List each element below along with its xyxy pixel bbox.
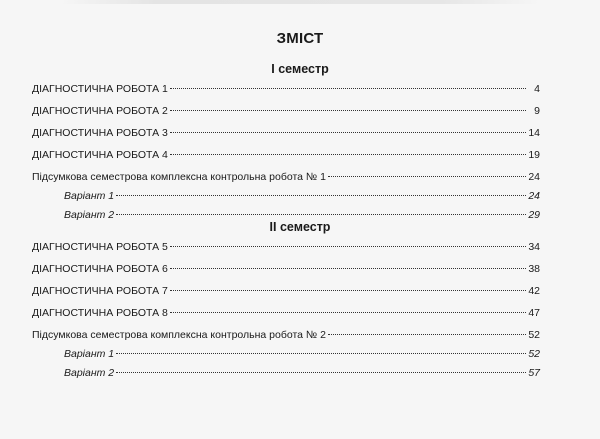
toc-semester-1 [32, 80, 540, 225]
dot-leader [170, 312, 526, 313]
toc-entry-page: 19 [528, 149, 540, 161]
toc-subentry-label: Варіант 1 [64, 348, 115, 360]
toc-entry-page: 52 [528, 329, 540, 341]
dot-leader [170, 290, 526, 291]
dot-leader [116, 195, 526, 196]
toc-subentry-label: Варіант 2 [64, 209, 115, 221]
dot-leader [170, 88, 526, 89]
toc-entry-page: 24 [528, 171, 540, 183]
toc-entry-page: 14 [528, 127, 540, 139]
toc-semester-2 [32, 238, 540, 383]
toc-entry [32, 326, 540, 345]
semester-2-heading: ІІ семестр [269, 220, 331, 234]
toc-subentry-page: 57 [528, 367, 540, 379]
dot-leader [116, 214, 526, 215]
toc-entry-label: Підсумкова семестрова комплексна контрольна робота № 1 [32, 171, 326, 183]
toc-entry-page: 47 [528, 307, 540, 319]
semester-1-heading: І семестр [271, 62, 329, 76]
toc-entry-label: ДІАГНОСТИЧНА РОБОТА 3 [32, 127, 168, 139]
toc-entry-label: ДІАГНОСТИЧНА РОБОТА 1 [32, 83, 168, 95]
page-title: ЗМІСТ [276, 30, 324, 47]
toc-subentry-page: 24 [528, 190, 540, 202]
dot-leader [170, 154, 526, 155]
toc-entry [32, 124, 540, 143]
toc-entry-label: ДІАГНОСТИЧНА РОБОТА 5 [32, 241, 168, 253]
toc-entry [32, 260, 540, 279]
dot-leader [170, 110, 526, 111]
toc-subentry-label: Варіант 2 [64, 367, 115, 379]
toc-entry [32, 102, 540, 121]
dot-leader [170, 268, 526, 269]
toc-subentry-label: Варіант 1 [64, 190, 115, 202]
toc-entry-page: 38 [528, 263, 540, 275]
dot-leader [170, 246, 526, 247]
dot-leader [116, 353, 526, 354]
toc-entry-label: ДІАГНОСТИЧНА РОБОТА 7 [32, 285, 168, 297]
toc-entry-label: Підсумкова семестрова комплексна контрольна робота № 2 [32, 329, 326, 341]
toc-subentry [32, 187, 540, 206]
scan-edge-band [60, 0, 540, 4]
dot-leader [328, 176, 526, 177]
toc-entry [32, 238, 540, 257]
toc-subentry [32, 364, 540, 383]
toc-entry-page: 9 [534, 105, 540, 117]
toc-entry-page: 4 [534, 83, 540, 95]
toc-entry-label: ДІАГНОСТИЧНА РОБОТА 2 [32, 105, 168, 117]
dot-leader [328, 334, 526, 335]
toc-subentry-page: 29 [528, 209, 540, 221]
toc-entry-label: ДІАГНОСТИЧНА РОБОТА 4 [32, 149, 168, 161]
toc-subentry [32, 345, 540, 364]
toc-entry [32, 282, 540, 301]
dot-leader [170, 132, 526, 133]
toc-entry [32, 304, 540, 323]
dot-leader [116, 372, 526, 373]
toc-entry-label: ДІАГНОСТИЧНА РОБОТА 8 [32, 307, 168, 319]
toc-entry-page: 34 [528, 241, 540, 253]
toc-entry-label: ДІАГНОСТИЧНА РОБОТА 6 [32, 263, 168, 275]
toc-entry [32, 168, 540, 187]
toc-subentry-page: 52 [528, 348, 540, 360]
toc-entry [32, 146, 540, 165]
toc-entry-page: 42 [528, 285, 540, 297]
toc-entry [32, 80, 540, 99]
